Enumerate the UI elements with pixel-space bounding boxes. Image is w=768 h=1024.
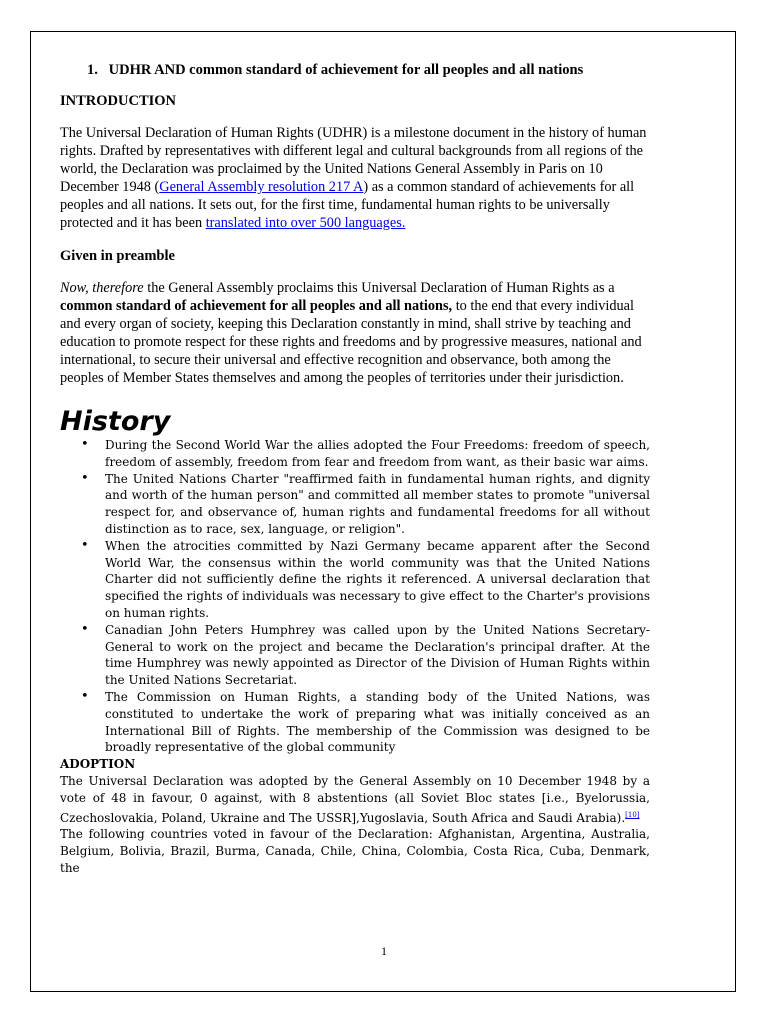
history-item-text: The United Nations Charter "reaffirmed faith in fundamental human rights, and dignity and worth of the human person" and committed all member states to promote "universal respect for, and observance of, human rights and fundamental freedoms for all without distinction as to race, sex, language, or religion". — [105, 471, 650, 536]
history-item — [60, 471, 650, 538]
reference-link[interactable]: [10] — [625, 810, 640, 819]
history-title: History — [60, 406, 171, 437]
history-item — [60, 689, 650, 756]
section-heading — [60, 62, 650, 79]
history-item-text: When the atrocities committed by Nazi Germany became apparent after the Second World War, the consensus within the world community was that the United Nations Charter did not sufficiently define the rights it referenced. A universal declaration that specified the rights of individuals was necessary to give effect to the Charter's provisions on human rights. — [105, 538, 650, 620]
history-list — [60, 437, 650, 756]
resolution-link[interactable]: General Assembly resolution 217 A — [159, 179, 364, 195]
intro-text-1: The Universal Declaration of Human Rights (UDHR) is a milestone document in the history of human rights. Drafted by representatives with different legal and cultural backgrounds from all regions of the world, the Declaration was proclaimed by the United Nations General Assembly in Paris on 10 December 1948 ( — [60, 125, 647, 195]
history-item-text: Canadian John Peters Humphrey was called upon by the United Nations Secretary-General to work on the project and became the Declaration's principal drafter. At the time Humphrey was newly appointed as Director of the Division of Human Rights within the United Nations Secretariat. — [105, 622, 650, 688]
preamble-paragraph — [60, 279, 650, 387]
document-content — [60, 62, 650, 877]
preamble-text-2: to the end that every individual and every organ of society, keeping this Declaration constantly in mind, shall strive by teaching and education to promote respect for these rights and freedoms and by progressive measures, national and international, to secure their universal and effective recognition and observance, both among the peoples of Member States themselves and among the peoples of territories under their jurisdiction. — [60, 298, 642, 386]
languages-link[interactable]: translated into over 500 languages. — [205, 215, 406, 231]
bullet-icon: • — [81, 537, 89, 553]
adoption-title: ADOPTION — [60, 757, 136, 772]
preamble-title: Given in preamble — [60, 248, 175, 264]
preamble-bold: common standard of achievement for all peoples and all nations, — [60, 298, 453, 314]
adoption-text-1: The Universal Declaration was adopted by the General Assembly on 10 December 1948 by a vote of 48 in favour, 0 against, with 8 abstentions (all Soviet Bloc states [i.e., Byelorussia, Czechoslovakia, Poland, Ukraine and The USSR],Yugoslavia, South Africa and Saudi Arabia). — [60, 773, 650, 825]
history-item-text: During the Second World War the allies adopted the Four Freedoms: freedom of speech, freedom of assembly, freedom from fear and freedom from want, as their basic war aims. — [105, 438, 650, 469]
introduction-title: INTRODUCTION — [60, 93, 177, 109]
history-item — [60, 622, 650, 689]
bullet-icon: • — [81, 437, 89, 452]
heading-text: UDHR AND common standard of achievement for all peoples and all nations — [108, 62, 584, 78]
adoption-paragraph-1 — [60, 773, 650, 826]
introduction-paragraph — [60, 124, 650, 232]
bullet-icon: • — [81, 621, 89, 637]
history-item-text: The Commission on Human Rights, a standing body of the United Nations, was constituted to undertake the work of preparing what was initially conceived as an International Bill of Rights. The membership of the Commission was designed to be broadly representative of the global community — [105, 689, 650, 755]
preamble-text-1: the General Assembly proclaims this Universal Declaration of Human Rights as a — [143, 280, 615, 296]
adoption-paragraph-2: The following countries voted in favour of the Declaration: Afghanistan, Argentina, Australia, Belgium, Bolivia, Brazil, Burma, Canada, Chile, China, Colombia, Costa Rica, Cuba, Denmark, the — [60, 827, 650, 875]
history-item — [60, 437, 650, 471]
intro-text-2: ) as a common standard of achievements for all peoples and all nations. It sets out, for the first time, fundamental human rights to be universally protected and it has been — [60, 179, 635, 231]
bullet-icon: • — [81, 688, 89, 704]
page-number: 1 — [381, 944, 387, 958]
bullet-icon: • — [81, 470, 89, 486]
preamble-italic: Now, therefore — [60, 280, 144, 296]
heading-number: 1. — [87, 62, 98, 78]
history-item — [60, 538, 650, 622]
